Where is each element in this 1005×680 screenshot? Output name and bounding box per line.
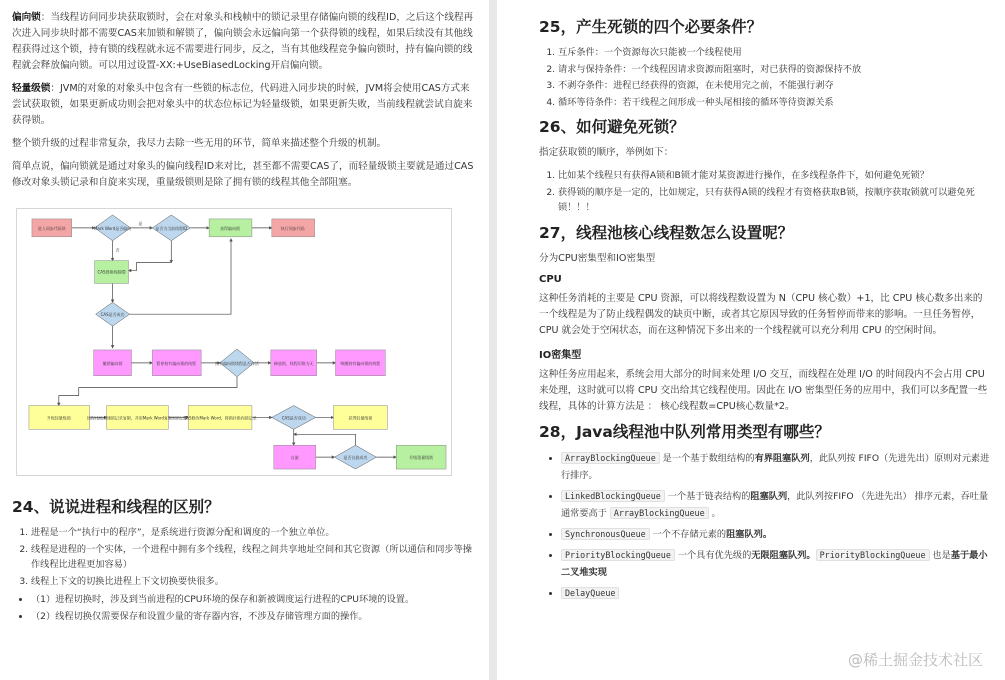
node-revoke: 撤销偏向锁 (102, 360, 123, 366)
node-upgrade-heavy: 升级重量级锁 (409, 455, 434, 461)
edge-label-yes: 是 (138, 220, 143, 226)
left-page (0, 0, 489, 680)
list-item (561, 547, 991, 581)
list-25 (558, 45, 991, 110)
code-priority-queue: PriorityBlockingQueue (561, 549, 675, 561)
list-24-bullets (31, 592, 479, 624)
paragraph-26: 指定获取锁的顺序，举例如下： (539, 147, 674, 158)
decision-biased: Mark Word是否偏向 (93, 225, 132, 231)
io-paragraph: 这种任务应用起来，系统会用大部分的时间来处理 I/O 交互，而线程在处理 I/O 的时间段内不会占用 CPU 来处理，这时就可以将 CPU 交出给其它线程使用。因此在 I/O 密集型任务的应用中，我们可以多配置一些线程，具体的计算方法是 ： 核心线程数=CPU核心数量*2。 (539, 368, 988, 412)
node-upgrade-light: 升级轻量级锁 (46, 415, 71, 421)
biased-lock-term: 偏向锁 (12, 12, 41, 23)
queue-text: 也是 (929, 549, 951, 561)
node-enter-sync: 进入同步代码块 (37, 225, 66, 231)
code-array-queue-ref: ArrayBlockingQueue (610, 507, 709, 519)
upgrade-paragraph: 整个锁升级的过程非常复杂，我尽力去除一些无用的环节，简单来描述整个升级的机制。 (12, 138, 387, 149)
node-release: 释放锁，线程切换为无 (273, 360, 314, 366)
cpu-subheading: CPU (539, 273, 562, 285)
list-item (561, 450, 991, 484)
node-spin: 自旋 (290, 455, 299, 461)
list-item (561, 585, 991, 602)
lock-upgrade-flowchart (16, 208, 452, 476)
edge-label-no: 否 (115, 247, 120, 253)
node-get-biased: 获得偏向锁 (220, 225, 240, 231)
queue-bold: 有界阻塞队列 (754, 452, 810, 464)
node-wake: 唤醒持有偏向锁的线程 (340, 360, 381, 366)
code-sync-queue: SynchronousQueue (561, 528, 650, 540)
code-priority-queue-ref: PriorityBlockingQueue (816, 549, 930, 561)
list-24 (31, 525, 479, 589)
queue-bold: 阻塞队列 (750, 490, 788, 502)
watermark: @稀土掘金技术社区 (847, 651, 983, 669)
heading-26: 26、如何避免死锁？ (539, 118, 685, 136)
cpu-paragraph: 这种任务消耗的主要是 CPU 资源，可以将线程数设置为 N（CPU 核心数）+1，比 CPU 核心数多出来的一个线程是为了防止线程偶发的缺页中断，或者其它原因导致的任务暂停而带来的影响。一旦任务暂停，CPU 就会处于空闲状态，而在这种情况下多出来的一个线程就可以充分利用 CPU 的空闲时间。 (539, 292, 983, 336)
io-subheading: IO密集型 (539, 349, 582, 361)
queue-text: 一个具有优先级的 (674, 549, 752, 561)
list-item: 2. 线程是进程的一个实体，一个进程中拥有多个线程，线程之间共享地址空间和其它资源（所以通信和同步等操作线程比进程更加容易） (31, 542, 479, 573)
queue-bold: 阻塞队列。 (726, 528, 773, 540)
list-item: 3. 线程上下文的切换比进程上下文切换要快很多。 (31, 574, 479, 590)
list-item: 1. 互斥条件：一个资源每次只能被一个线程使用 (558, 45, 991, 61)
list-item: • （2）线程切换仅需要保存和设置少量的寄存器内容，不涉及存储管理方面的操作。 (31, 609, 479, 625)
decision-alive: 持有偏向锁线程是否存活 (215, 360, 259, 366)
heading-27: 27，线程池核心线程数怎么设置呢？ (539, 223, 794, 242)
node-get-light: 获得轻量级锁 (348, 415, 373, 421)
code-delay-queue: DelayQueue (561, 587, 619, 599)
queue-bold: 基于最小二叉堆实现 (561, 549, 988, 578)
node-cas-markword: CAS修改Mark Word，将指针指向锁记录 (183, 415, 257, 421)
lightweight-lock-text: ：JVM的对象的对象头中包含有一些锁的标志位，代码进入同步块的时候，JVM将会使用CAS方式来尝试获取锁，如果更新成功则会把对象头中的状态位标记为轻量级锁，如果更新失败，当前线程就尝试自旋来获得锁。 (12, 83, 473, 126)
code-linked-queue: LinkedBlockingQueue (561, 490, 665, 502)
decision-thread-id: 是否为当前线程ID (155, 225, 188, 231)
summary-paragraph: 简单点说，偏向锁就是通过对象头的偏向线程ID来对比，甚至都不需要CAS了，而轻量级锁主要就是通过CAS修改对象头锁记录和自旋来实现，重量级锁则是除了拥有锁的线程其他全部阻塞。 (12, 161, 474, 188)
list-item: 1. 比如某个线程只有获得A锁和B锁才能对某资源进行操作，在多线程条件下，如何避免死锁？ (558, 168, 991, 184)
queue-text: ，此队列按 FIFO（先进先出）原则对元素进行排序。 (561, 452, 990, 481)
list-26 (558, 168, 991, 216)
node-exec-sync: 执行同步代码 (280, 225, 305, 231)
heading-28: 28，Java线程池中队列常用类型有哪些？ (539, 422, 830, 441)
node-cas-replace: CAS替换线程ID (97, 269, 126, 275)
heading-25: 25，产生死锁的四个必要条件？ (539, 18, 763, 36)
queue-bold: 无限阻塞队列。 (751, 549, 816, 561)
list-item: 2. 请求与保持条件：一个线程因请求资源而阻塞时，对已获得的资源保持不放 (558, 62, 991, 78)
list-item: • （1）进程切换时，涉及到当前进程的CPU环境的保存和新被调度运行进程的CPU环境的设置。 (31, 592, 479, 608)
decision-cas-2: CAS是否成功 (281, 415, 306, 421)
biased-lock-text: ：当线程访问同步块获取锁时，会在对象头和栈帧中的锁记录里存储偏向锁的线程ID，之后这个线程再次进入同步块时都不需要CAS来加锁和解锁了，偏向锁会永远偏向第一个获得锁的线程，如果后续没有其他线程获得过这个锁，持有锁的线程就永远不需要进行同步，反之，当有其他线程竞争偏向锁时，持有偏向锁的线程就会释放偏向锁。可以用过设置-XX:+UseBiasedLocking开启偏向锁。 (12, 12, 474, 71)
list-item: 4. 循环等待条件：若干线程之间形成一种头尾相接的循环等待资源关系 (558, 95, 991, 111)
queue-text: 。 (708, 507, 721, 519)
code-array-queue: ArrayBlockingQueue (561, 452, 660, 464)
heading-24: 24、说说进程和线程的区别？ (12, 498, 220, 516)
list-item (561, 526, 991, 543)
list-item: 1. 进程是一个“执行中的程序”，是系统进行资源分配和调度的一个独立单位。 (31, 525, 479, 541)
node-create-record: 线程栈帧创建锁记录复制，并用Mark Word复制到锁记录 (87, 415, 188, 421)
queue-text: 是一个基于数组结构的 (659, 452, 755, 464)
lightweight-lock-term: 轻量级锁 (12, 83, 51, 94)
list-item: 3. 不剥夺条件：进程已经获得的资源，在未使用完之前，不能强行剥夺 (558, 78, 991, 94)
list-item: 2. 获得锁的顺序是一定的，比如规定，只有获得A锁的线程才有资格获取B锁，按顺序获取锁就可以避免死锁！！！ (558, 185, 991, 216)
node-pause-thread: 暂停持有偏向锁的线程 (156, 360, 197, 366)
right-page (497, 0, 1005, 680)
lightweight-lock-paragraph (12, 81, 479, 129)
queue-text: ，此队列按FIFO （先进先出） 排序元素，吞吐量通常要高于 (561, 490, 989, 519)
list-item (561, 488, 991, 522)
decision-cas-1: CAS是否成功 (100, 312, 125, 318)
paragraph-27: 分为CPU密集型和IO密集型 (539, 252, 656, 264)
decision-spin: 是否自旋成功 (343, 455, 368, 461)
queue-text: 一个不存储元素的 (649, 528, 727, 540)
biased-lock-paragraph (12, 10, 479, 74)
queue-list (561, 450, 991, 602)
queue-text: 一个基于链表结构的 (664, 490, 751, 502)
